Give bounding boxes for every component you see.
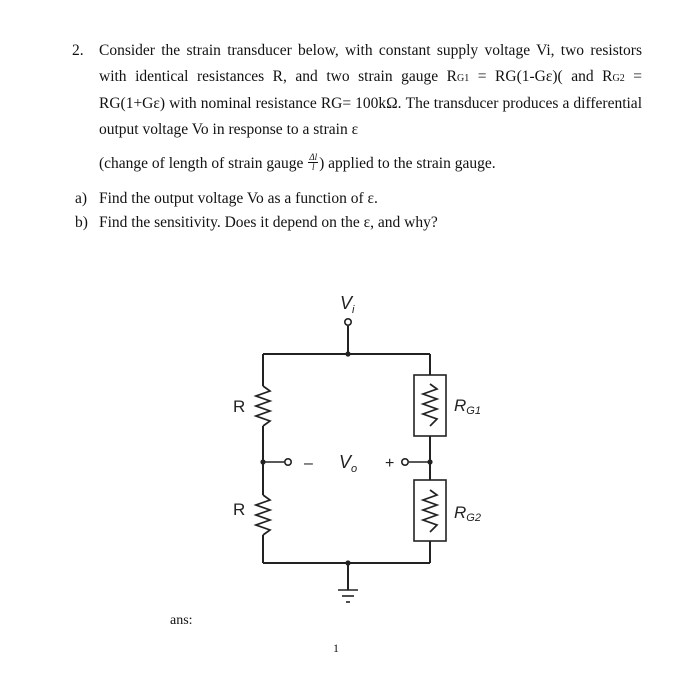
rg2-label: RG2: [454, 503, 481, 524]
output-plus-terminal: [402, 459, 408, 465]
resistor-rg1: [423, 384, 437, 426]
vo-label: $V_o$: [339, 452, 358, 475]
resistor-r-top: [256, 386, 270, 426]
resistor-rg2: [423, 490, 437, 532]
rg1-subscript: G1: [457, 72, 470, 84]
vo-minus-sign: –: [304, 455, 313, 472]
r-bottom-label: R: [233, 500, 246, 519]
sub-question-label: a): [75, 190, 88, 207]
question-text-part-a: Consider the strain transducer below, with constant supply voltage Vi, two resistors with identical resistances R, and two strain gauge R: [99, 42, 642, 85]
junction-dot: [345, 560, 350, 565]
sub-question-text: Find the output voltage Vo as a function of ε.: [99, 190, 378, 207]
fraction-denominator: l: [311, 161, 315, 172]
sub-question-label: b): [75, 214, 88, 231]
supply-terminal: [345, 319, 351, 325]
resistor-r-bottom: [256, 495, 270, 535]
question-text-part-b: = RG(1-Gε)( and R: [469, 67, 613, 85]
page-number: 1: [333, 641, 339, 655]
r-top-label: R: [233, 397, 246, 416]
rg1-label: RG1: [454, 396, 481, 417]
question-number: 2.: [72, 42, 84, 59]
output-minus-terminal: [285, 459, 291, 465]
fraction-numerator: Δl: [309, 151, 318, 162]
junction-dot: [345, 351, 350, 356]
sub-question-text: Find the sensitivity. Does it depend on the ε, and why?: [99, 214, 438, 231]
junction-dot: [427, 459, 432, 464]
answer-label: ans:: [170, 613, 193, 628]
question-text-part-e: ) applied to the strain gauge.: [319, 155, 496, 172]
vi-label: $V_i$: [340, 293, 355, 316]
junction-dot: [260, 459, 265, 464]
question-text-part-c: = RG(1+Gε) with nominal resistance RG= 100kΩ. The transducer produces a differential output voltage Vo in response to a strain ε: [99, 67, 642, 138]
rg2-subscript: G2: [612, 72, 625, 84]
question-text-part-d: (change of length of strain gauge: [99, 155, 308, 172]
vo-plus-sign: +: [385, 455, 395, 472]
ground-icon: [338, 590, 358, 602]
